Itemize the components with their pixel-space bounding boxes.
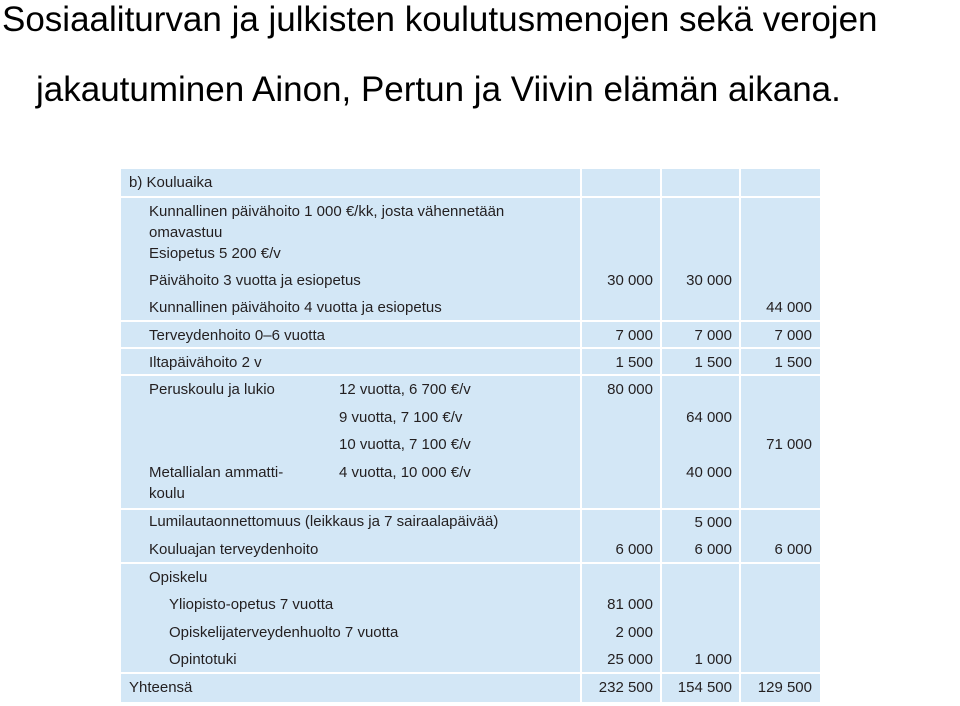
value-cell: 64 000 xyxy=(686,409,732,426)
value-cell: 7 000 xyxy=(615,327,653,344)
row-sublabel: 9 vuotta, 7 100 €/v xyxy=(339,409,463,426)
table-header-row xyxy=(121,169,820,198)
cost-table xyxy=(121,169,820,702)
value-cell: 7 000 xyxy=(694,327,732,344)
row-label: Lumilautaonnettomuus (leikkaus ja 7 sairaalapäivää) xyxy=(149,513,499,530)
value-cell: 7 000 xyxy=(774,327,812,344)
value-cell: 71 000 xyxy=(766,436,812,453)
total-label: Yhteensä xyxy=(129,679,193,696)
value-cell: 2 000 xyxy=(615,624,653,641)
total-value: 154 500 xyxy=(677,679,732,696)
section-header: b) Kouluaika xyxy=(129,174,213,191)
value-cell: 30 000 xyxy=(686,272,732,289)
value-cell: 1 000 xyxy=(694,651,732,668)
row-label: Kunnallinen päivähoito 4 vuotta ja esiopetus xyxy=(149,299,442,316)
row-label: Opiskelijaterveydenhuolto 7 vuotta xyxy=(169,624,399,641)
value-cell: 81 000 xyxy=(607,596,653,613)
value-cell: 80 000 xyxy=(607,381,653,398)
intro-line: Esiopetus 5 200 €/v xyxy=(149,245,281,262)
table-row xyxy=(121,268,820,295)
row-label: Metallialan ammatti- xyxy=(149,464,284,481)
value-cell: 1 500 xyxy=(774,354,812,371)
row-label: Päivähoito 3 vuotta ja esiopetus xyxy=(149,272,361,289)
value-cell: 1 500 xyxy=(694,354,732,371)
row-label: Peruskoulu ja lukio xyxy=(149,381,275,398)
intro-line: Kunnallinen päivähoito 1 000 €/kk, josta vähennetään xyxy=(149,203,505,220)
total-row xyxy=(121,674,820,702)
table-row-group xyxy=(121,376,820,510)
value-cell: 6 000 xyxy=(615,541,653,558)
intro-line: omavastuu xyxy=(149,224,223,241)
value-cell: 1 500 xyxy=(615,354,653,371)
table-row xyxy=(121,349,820,376)
value-cell: 30 000 xyxy=(607,272,653,289)
table-row xyxy=(121,510,820,537)
title-line-2: jakautuminen Ainon, Pertun ja Viivin elämän aikana. xyxy=(36,70,841,109)
value-cell: 5 000 xyxy=(694,514,732,531)
row-label: Terveydenhoito 0–6 vuotta xyxy=(149,327,325,344)
row-label: Yliopisto-opetus 7 vuotta xyxy=(169,596,334,613)
value-cell: 25 000 xyxy=(607,651,653,668)
table-row xyxy=(121,537,820,564)
row-label: Opintotuki xyxy=(169,651,237,668)
title-line-1: Sosiaaliturvan ja julkisten koulutusmenojen sekä verojen xyxy=(2,0,878,39)
value-cell: 40 000 xyxy=(686,464,732,481)
table-row-group xyxy=(121,564,820,674)
row-label: Iltapäivähoito 2 v xyxy=(149,354,262,371)
intro-row xyxy=(121,198,820,268)
total-value: 232 500 xyxy=(598,679,653,696)
row-sublabel: 10 vuotta, 7 100 €/v xyxy=(339,436,471,453)
value-cell: 44 000 xyxy=(766,299,812,316)
row-label: Kouluajan terveydenhoito xyxy=(149,541,319,558)
row-label: koulu xyxy=(149,485,185,502)
table-row xyxy=(121,322,820,349)
value-cell: 6 000 xyxy=(774,541,812,558)
row-sublabel: 12 vuotta, 6 700 €/v xyxy=(339,381,471,398)
value-cell: 6 000 xyxy=(694,541,732,558)
total-value: 129 500 xyxy=(757,679,812,696)
table-row xyxy=(121,295,820,322)
row-sublabel: 4 vuotta, 10 000 €/v xyxy=(339,464,471,481)
row-label: Opiskelu xyxy=(149,569,208,586)
